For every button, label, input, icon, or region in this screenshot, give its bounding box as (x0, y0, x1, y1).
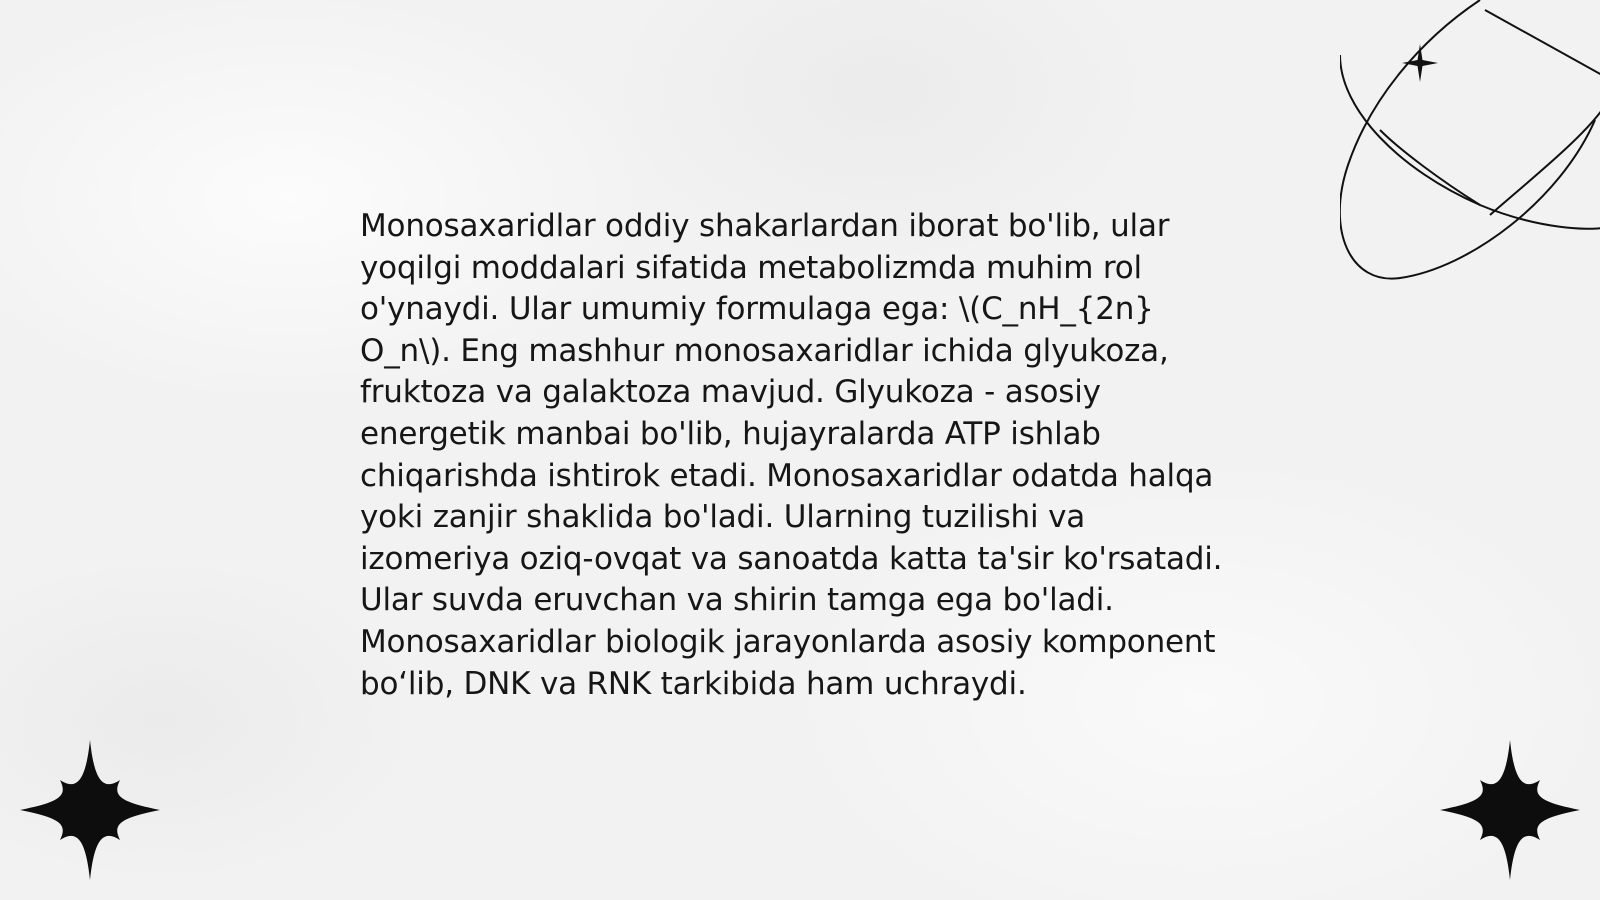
four-point-star-icon (1440, 740, 1580, 880)
four-point-star-icon (20, 740, 160, 880)
orbit-lines-icon (1340, 0, 1600, 290)
sparkle-icon (1402, 44, 1438, 82)
slide-body-text: Monosaxaridlar oddiy shakarlardan iborat bo'lib, ular yoqilgi moddalari sifatida metabolizmda muhim rol o'ynaydi. Ular umumiy formulaga ega: \(C_nH_{2n} O_n\). Eng mashhur monosaxaridlar ichida glyukoza, fruktoza va galaktoza mavjud. Glyukoza - asosiy energetik manbai bo'lib, hujayralarda ATP ishlab chiqarishda ishtirok etadi. Monosaxaridlar odatda halqa yoki zanjir shaklida bo'ladi. Ularning tuzilishi va izomeriya oziq-ovqat va sanoatda katta ta'sir ko'rsatadi. Ular suvda eruvchan va shirin tamga ega bo'ladi. Monosaxaridlar biologik jarayonlarda asosiy komponent bo‘lib, DNK va RNK tarkibida ham uchraydi. (360, 208, 1223, 702)
